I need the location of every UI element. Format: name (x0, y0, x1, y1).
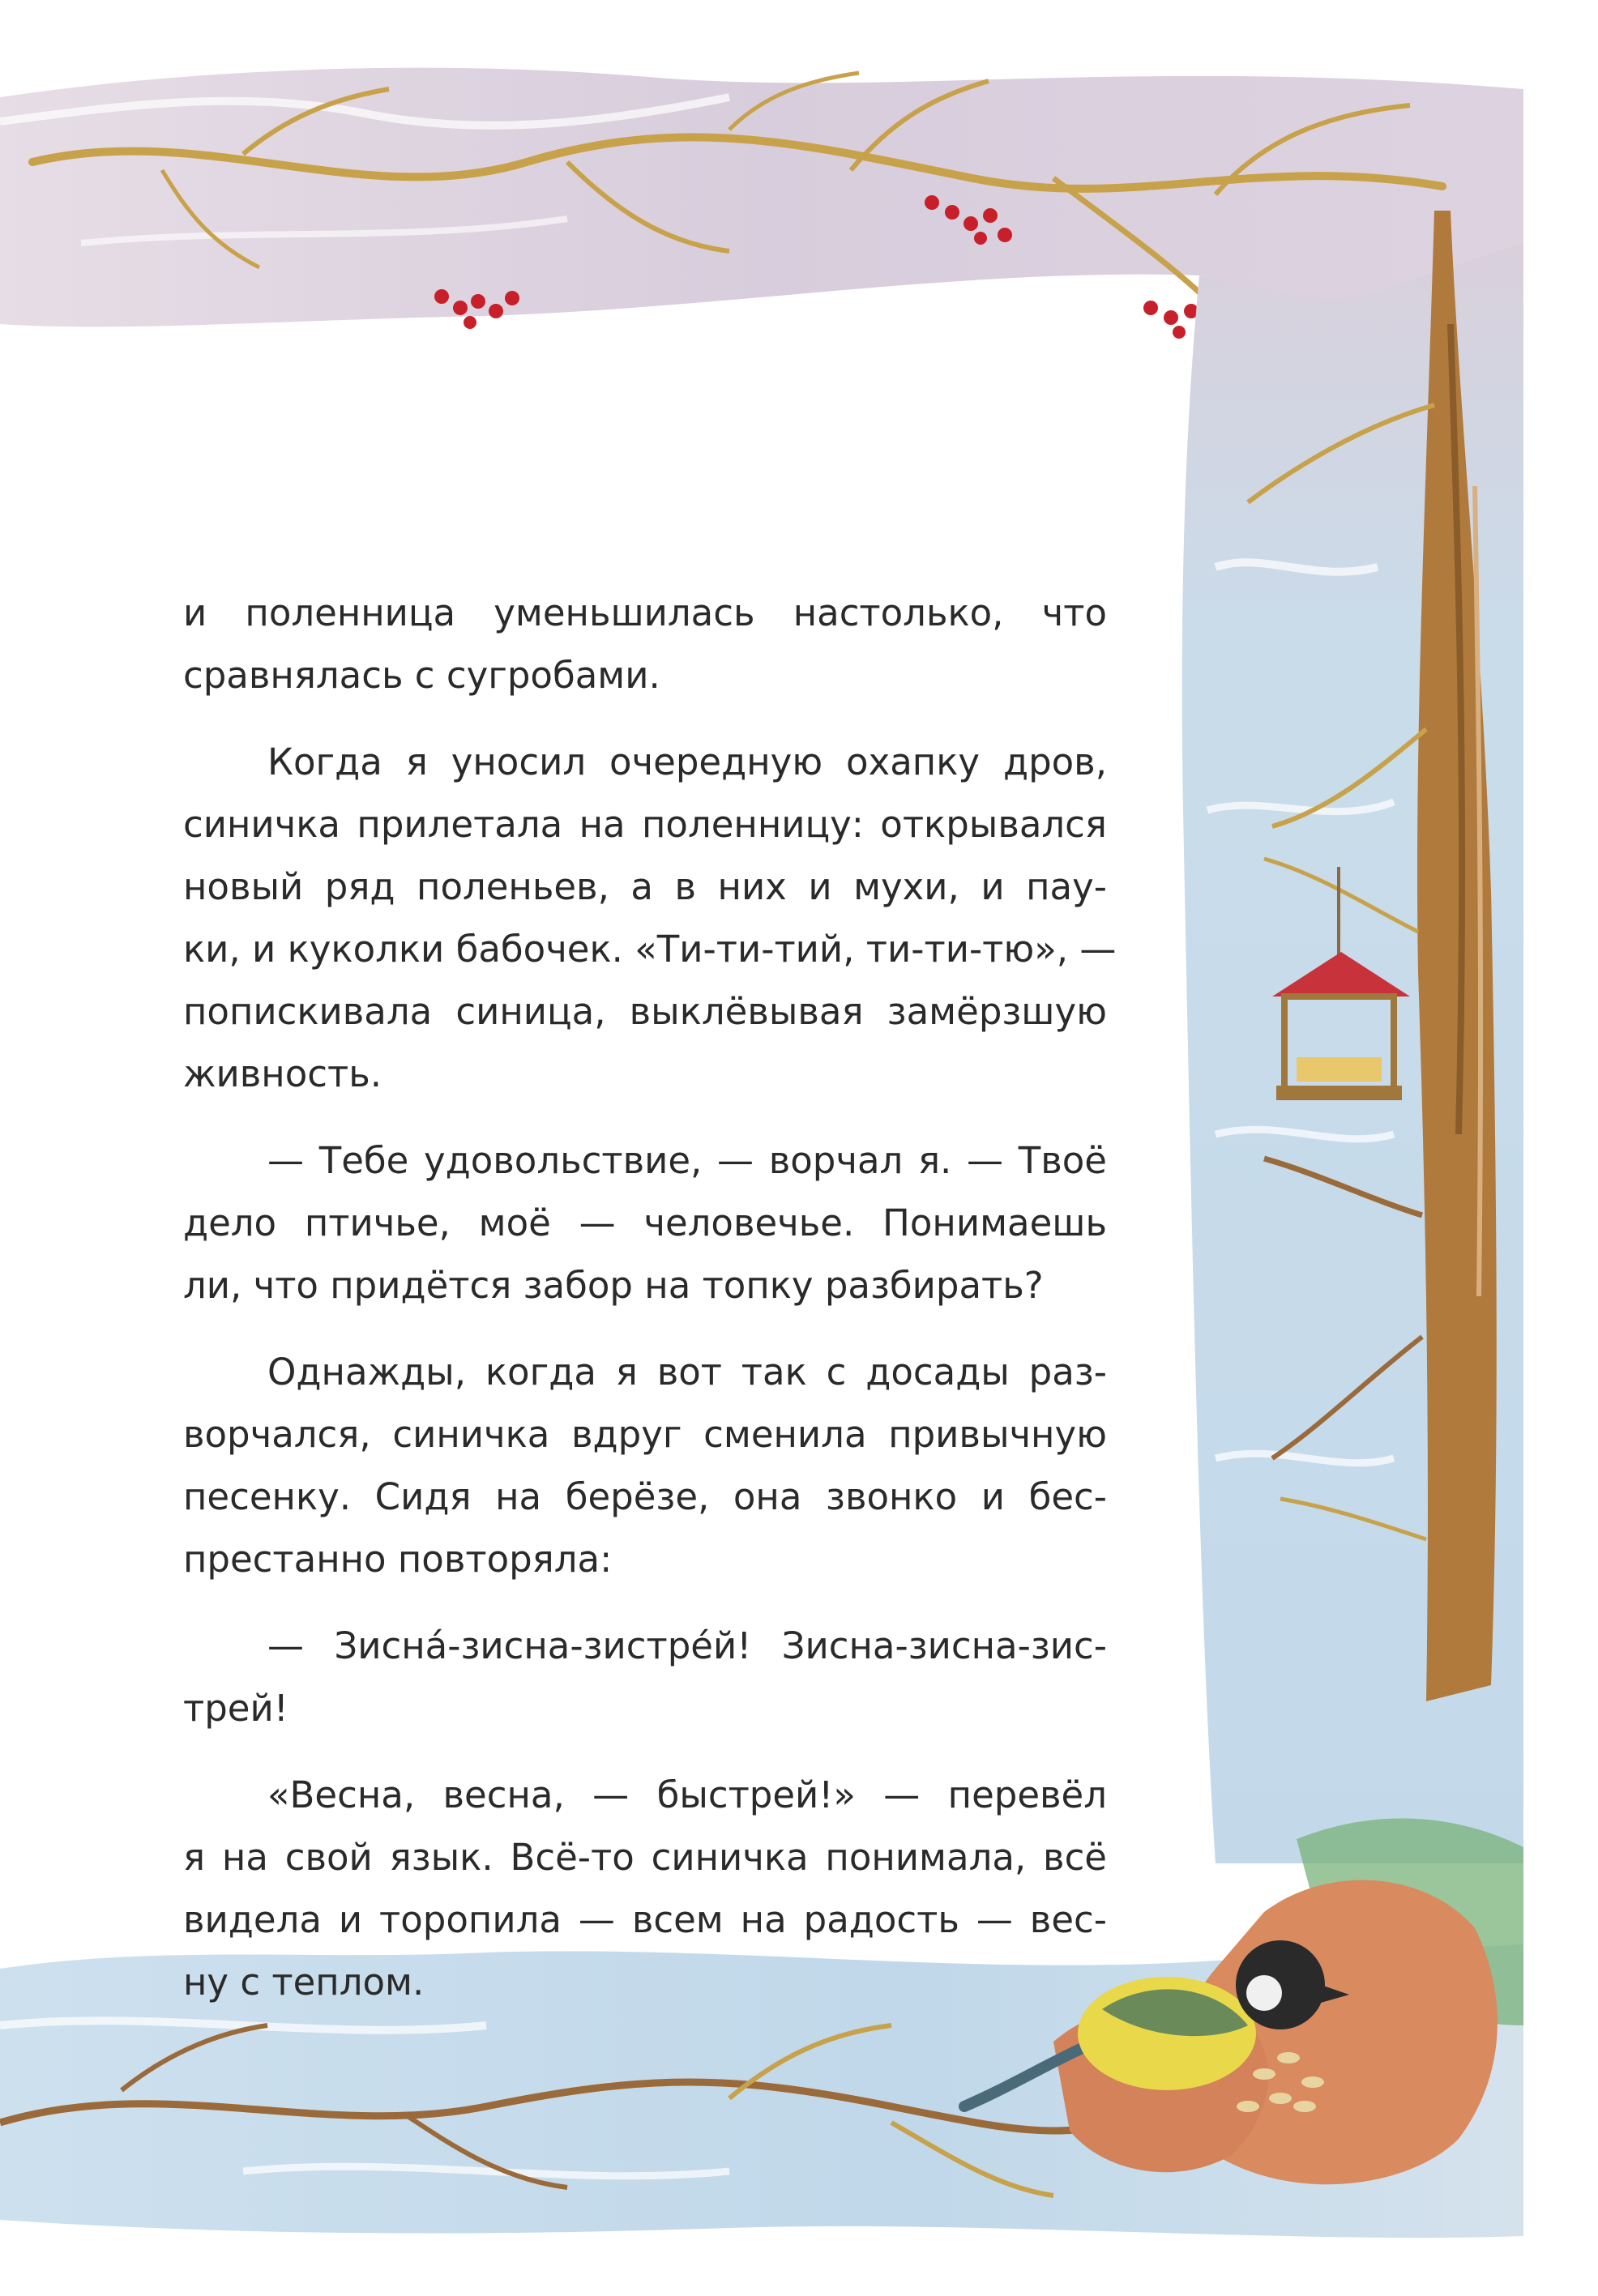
paragraph (183, 1341, 1107, 1590)
story-text (183, 582, 1117, 2013)
text-line: престанно повторяла: (183, 1538, 613, 1581)
text-line: — Зисна́-зисна-зистре́й! Зисна-зисна-зис- (267, 1624, 1107, 1667)
paragraph (183, 582, 1107, 706)
right-tree-band (1182, 211, 1523, 1863)
text-line: сравнялась с сугробами. (183, 654, 660, 697)
text-line: видела и торопила — всем на радость — вес- (183, 1898, 1107, 1941)
paragraph-gap (183, 1105, 1107, 1129)
paragraph-gap (183, 1317, 1107, 1341)
paragraph-gap (183, 1739, 1107, 1764)
text-line: ну с теплом. (183, 1961, 425, 2004)
text-line: живность. (183, 1052, 382, 1095)
text-line: попискивала синица, выклёвывая замёрзшую (183, 990, 1107, 1033)
text-line: «Весна, весна, — быстрей!» — перевёл (267, 1773, 1107, 1816)
text-line: ворчался, синичка вдруг сменила привычную (183, 1413, 1107, 1456)
text-line: ли, что придётся забор на топку разбирать? (183, 1264, 1044, 1307)
text-line: дело птичье, моё — человечье. Понимаешь (183, 1201, 1107, 1244)
text-line: новый ряд поленьев, а в них и мухи, и пау- (183, 865, 1107, 908)
text-line: песенку. Сидя на берёзе, она звонко и бес- (183, 1475, 1107, 1518)
text-line: синичка прилетала на поленницу: открывался (183, 803, 1107, 846)
text-line: ки, и куколки бабочек. «Ти-ти-тий, ти-ти-тю», — (183, 928, 1117, 971)
paragraph (183, 1764, 1107, 2013)
text-line: и поленница уменьшилась настолько, что (183, 591, 1107, 634)
paragraph-gap (183, 706, 1107, 731)
paragraph (183, 731, 1117, 1105)
text-line: я на свой язык. Всё-то синичка понимала, всё (183, 1836, 1107, 1879)
paragraph-gap (183, 1590, 1107, 1615)
paragraph (183, 1615, 1107, 1739)
text-line: трей! (183, 1687, 288, 1730)
paragraph (183, 1129, 1107, 1317)
text-line: Однажды, когда я вот так с досады раз- (267, 1351, 1107, 1393)
top-branch-band (0, 68, 1523, 327)
text-line: Когда я уносил очередную охапку дров, (267, 740, 1107, 783)
text-line: — Тебе удовольствие, — ворчал я. — Твоё (267, 1139, 1107, 1182)
